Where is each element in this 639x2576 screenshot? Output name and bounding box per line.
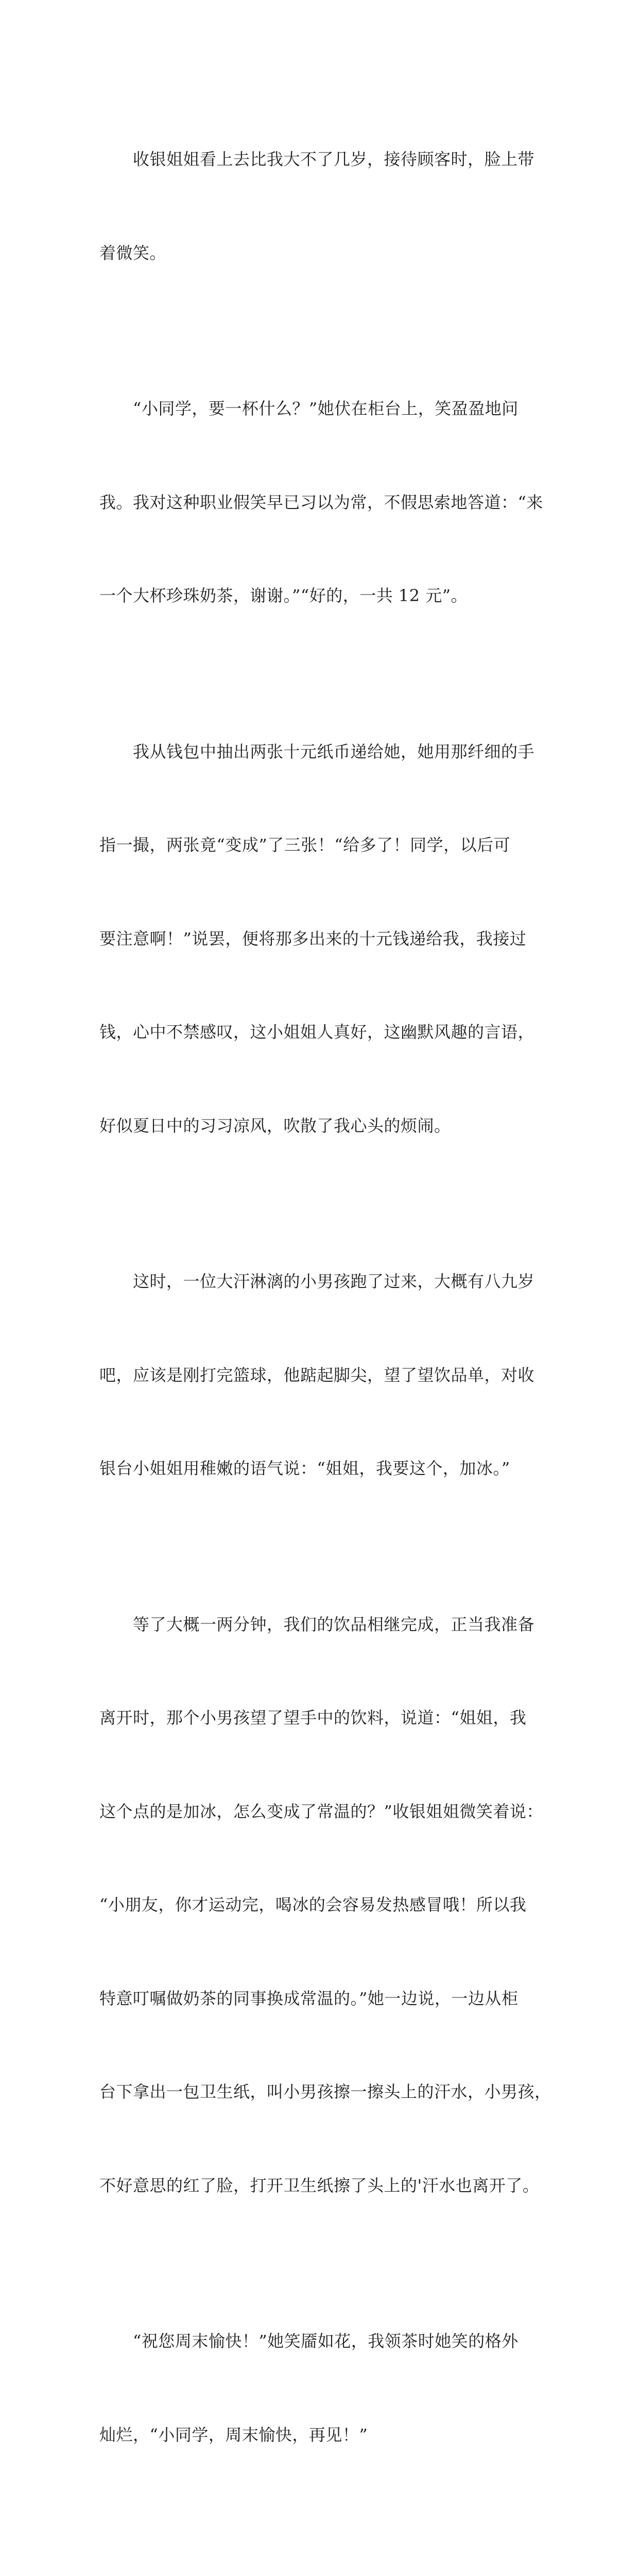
paragraph [99, 81, 542, 331]
text-line: 要注意啊！”说罢，便将那多出来的十元钱递给我，我接过 [99, 928, 527, 948]
text-line: 这个点的是加冰，怎么变成了常温的？”收银姐姐微笑着说： [99, 1801, 543, 1821]
text-line: “小朋友，你才运动完，喝冰的会容易发热感冒哦！所以我 [99, 1895, 527, 1914]
text-line: 灿烂，“小同学，周末愉快，再见！” [99, 2425, 368, 2445]
paragraph [99, 2263, 542, 2513]
text-line: 这时，一位大汗淋漓的小男孩跑了过来，大概有八九岁 [99, 1272, 535, 1291]
text-line: 好似夏日中的习习凉风，吹散了我心头的烦闹。 [99, 1115, 451, 1136]
text-line: 等了大概一两分钟，我们的饮品相继完成，正当我准备 [99, 1614, 535, 1634]
text-line: 台下拿出一包卫生纸，叫小男孩擦一擦头上的汗水，小男孩， [99, 2082, 551, 2102]
text-line: 我从钱包中抽出两张十元纸币递给她，她用那纤细的手 [99, 741, 535, 761]
paragraph [99, 1547, 551, 2264]
text-line: “小同学，要一杯什么？”她伏在柜台上，笑盈盈地问 [99, 399, 519, 418]
paragraph [99, 1204, 542, 1547]
text-line: 银台小姐姐用稚嫩的语气说：“姐姐，我要这个，加冰。” [99, 1459, 510, 1478]
text-line: 一个大杯珍珠奶茶，谢谢。”“好的，一共 12 元”。 [99, 586, 468, 605]
paragraph [99, 331, 542, 674]
text-line: 指一撮，两张竟“变成”了三张！“给多了！同学，以后可 [99, 835, 511, 855]
text-line: “祝您周末愉快！”她笑靥如花，我领茶时她笑的格外 [99, 2331, 519, 2351]
paragraph [99, 674, 542, 1204]
text-line: 离开时，那个小男孩望了望手中的饮料，说道：“姐姐，我 [99, 1708, 527, 1727]
text-line: 不好意思的红了脸，打开卫生纸擦了头上的'汗水也离开了。 [99, 2175, 540, 2195]
text-line: 吧，应该是刚打完篮球，他踮起脚尖，望了望饮品单，对收 [99, 1365, 535, 1385]
document-body [99, 81, 551, 2576]
text-line: 我。我对这种职业假笑早已习以为常，不假思索地答道：“来 [99, 492, 543, 512]
text-line: 特意叮嘱做奶茶的同事换成常温的。”她一边说，一边从柜 [99, 1988, 519, 2008]
text-line: 着微笑。 [99, 243, 167, 263]
text-line: 收银姐姐看上去比我大不了几岁，接待顾客时，脸上带 [99, 149, 535, 169]
text-line: 钱，心中不禁感叹，这小姐姐人真好，这幽默风趣的言语， [99, 1022, 535, 1042]
paragraph [99, 2513, 542, 2576]
